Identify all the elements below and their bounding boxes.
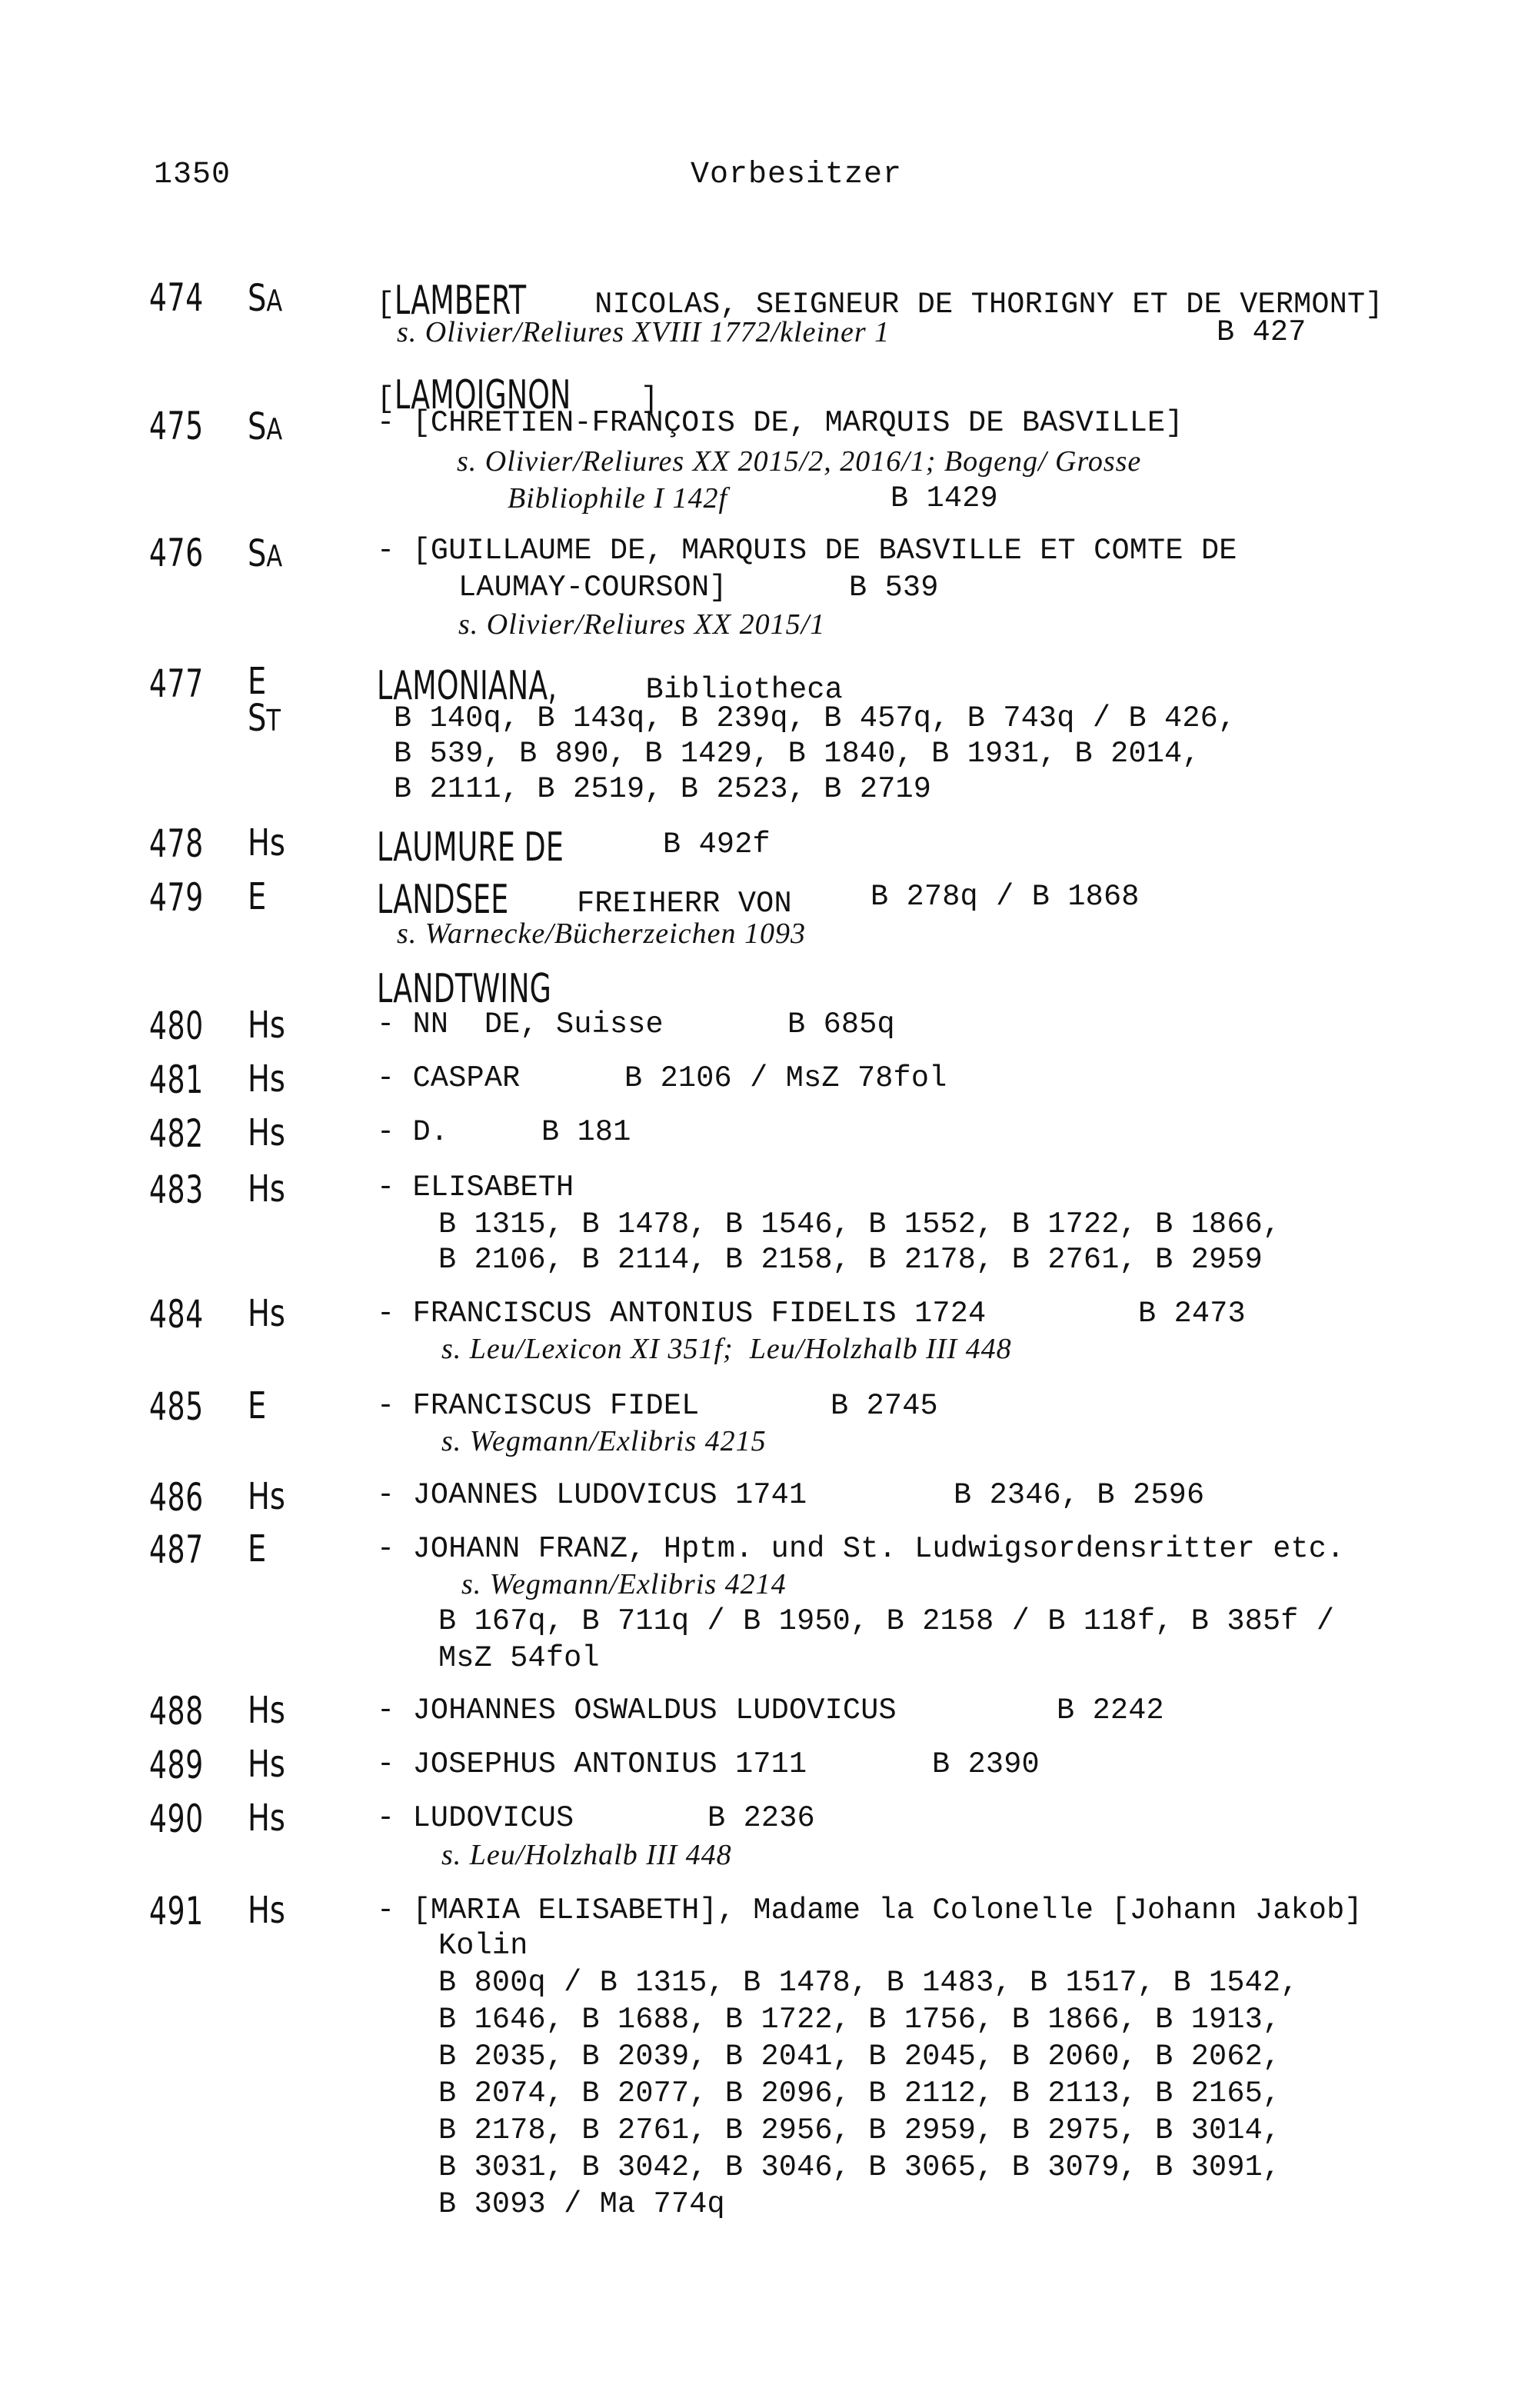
shelfmark: B 1429: [891, 481, 998, 515]
entry-number: 484: [149, 1292, 204, 1337]
entry-number: 482: [149, 1111, 204, 1156]
shelfmark: B 2346, B 2596: [954, 1478, 1205, 1512]
entry-text: - ELISABETH: [377, 1171, 574, 1204]
entry-code: Hs: [248, 1475, 285, 1518]
entry-number: 479: [149, 875, 204, 920]
literature-reference: s. Leu/Holzhalb III 448: [441, 1839, 732, 1871]
entry-number: 481: [149, 1057, 204, 1102]
owner-name: LAMONIANA,: [377, 663, 558, 709]
shelfmark-list: B 2111, B 2519, B 2523, B 2719: [394, 772, 932, 806]
shelfmark: B 685q: [787, 1007, 895, 1041]
shelfmark: B 2106 / MsZ 78fol: [624, 1061, 947, 1095]
literature-reference: s. Wegmann/Exlibris 4215: [441, 1425, 767, 1457]
literature-reference: s. Wegmann/Exlibris 4214: [461, 1568, 787, 1600]
entry-number: 491: [149, 1889, 204, 1933]
entry-code: Hs: [248, 1167, 285, 1211]
entry-text: - CASPAR: [377, 1061, 521, 1095]
entry-number: 476: [149, 531, 204, 575]
shelfmark-list: B 3093 / Ma 774q: [438, 2187, 725, 2221]
entry-number: 487: [149, 1527, 204, 1572]
entry-code: Hs: [248, 1743, 285, 1786]
shelfmark: B 427: [1217, 315, 1307, 349]
entry-code: Hs: [248, 1057, 285, 1101]
entry-code: Hs: [248, 821, 285, 864]
entry-code: Hs: [248, 1292, 285, 1335]
shelfmark: B 492f: [663, 828, 771, 861]
literature-reference: s. Olivier/Reliures XX 2015/1: [458, 608, 826, 641]
shelfmark-list: B 2035, B 2039, B 2041, B 2045, B 2060, B 2062,: [438, 2040, 1281, 2073]
shelfmark: B 2236: [707, 1801, 815, 1835]
family-heading: [LAMOIGNON ]: [377, 372, 659, 418]
entry-text: - NN DE, Suisse: [377, 1007, 664, 1041]
entry-code: ST: [248, 697, 281, 740]
page-number: 1350: [154, 158, 231, 192]
entry-number: 490: [149, 1797, 204, 1841]
entry-code: SA: [248, 532, 283, 575]
entry-code: Hs: [248, 1004, 285, 1047]
entry-text: - JOSEPHUS ANTONIUS 1711: [377, 1747, 807, 1781]
entry-number: 488: [149, 1689, 204, 1734]
entry-number: 486: [149, 1475, 204, 1520]
shelfmark-list: B 800q / B 1315, B 1478, B 1483, B 1517, B 1542,: [438, 1966, 1299, 2000]
literature-reference: s. Olivier/Reliures XX 2015/2, 2016/1; Bogeng/ Grosse: [457, 445, 1142, 478]
shelfmark: B 2745: [831, 1389, 938, 1423]
literature-reference: s. Leu/Lexicon XI 351f; Leu/Holzhalb III 448: [441, 1333, 1012, 1365]
entry-code: Hs: [248, 1889, 285, 1932]
shelfmark: B 539: [849, 571, 939, 604]
literature-reference: s. Warnecke/Bücherzeichen 1093: [397, 918, 806, 950]
entry-number: 475: [149, 404, 204, 448]
shelfmark-list: MsZ 54fol: [438, 1641, 600, 1675]
entry-text: - JOHANN FRANZ, Hptm. und St. Ludwigsordensritter etc.: [377, 1532, 1345, 1566]
entry-code: E: [248, 875, 267, 918]
entry-code: E: [248, 1527, 267, 1570]
shelfmark-list: B 1315, B 1478, B 1546, B 1552, B 1722, B 1866,: [438, 1207, 1281, 1241]
entry-number: 478: [149, 821, 204, 866]
shelfmark-list: B 3031, B 3042, B 3046, B 3065, B 3079, B 3091,: [438, 2150, 1281, 2184]
literature-reference: Bibliophile I 142f: [508, 482, 728, 515]
entry-heading: LANDSEE FREIHERR VON: [377, 877, 792, 923]
family-heading: LANDTWING: [377, 966, 551, 1012]
shelfmark-list: B 2178, B 2761, B 2956, B 2959, B 2975, B 3014,: [438, 2113, 1281, 2147]
entry-heading: [LAMBERT NICOLAS, SEIGNEUR DE THORIGNY ET DE VERMONT]: [377, 278, 1383, 324]
entry-text: - FRANCISCUS FIDEL: [377, 1389, 700, 1423]
entry-text: Kolin: [438, 1929, 528, 1963]
entry-code: E: [248, 660, 267, 703]
owner-name: LAUMURE DE: [377, 824, 564, 871]
entry-text: LAUMAY-COURSON]: [458, 571, 727, 604]
shelfmark-list: B 2106, B 2114, B 2158, B 2178, B 2761, B 2959: [438, 1243, 1263, 1277]
entry-text: - JOANNES LUDOVICUS 1741: [377, 1478, 807, 1512]
entry-number: 474: [149, 275, 204, 320]
entry-text: - JOHANNES OSWALDUS LUDOVICUS: [377, 1694, 897, 1727]
entry-number: 489: [149, 1743, 204, 1787]
shelfmark: B 181: [541, 1115, 631, 1149]
entry-text: - FRANCISCUS ANTONIUS FIDELIS 1724: [377, 1297, 987, 1331]
owner-name: LAMBERT: [394, 278, 527, 324]
entry-text: - LUDOVICUS: [377, 1801, 574, 1835]
shelfmark-list: B 2074, B 2077, B 2096, B 2112, B 2113, B 2165,: [438, 2077, 1281, 2110]
entry-code: Hs: [248, 1111, 285, 1154]
shelfmark-list: B 167q, B 711q / B 1950, B 2158 / B 118f, B 385f /: [438, 1604, 1335, 1638]
shelfmark: B 2473: [1138, 1297, 1246, 1331]
entry-number: 483: [149, 1167, 204, 1212]
shelfmark: B 278q / B 1868: [871, 880, 1140, 914]
entry-text: - D.: [377, 1115, 449, 1149]
entry-code: Hs: [248, 1689, 285, 1732]
literature-reference: s. Olivier/Reliures XVIII 1772/kleiner 1: [397, 316, 891, 348]
entry-text: - [MARIA ELISABETH], Madame la Colonelle [Johann Jakob]: [377, 1893, 1363, 1927]
entry-number: 480: [149, 1004, 204, 1048]
shelfmark-list: B 539, B 890, B 1429, B 1840, B 1931, B 2014,: [394, 737, 1200, 771]
shelfmark: B 2242: [1057, 1694, 1164, 1727]
shelfmark-list: B 140q, B 143q, B 239q, B 457q, B 743q / B 426,: [394, 701, 1237, 735]
entry-text: - [GUILLAUME DE, MARQUIS DE BASVILLE ET COMTE DE: [377, 534, 1237, 568]
entry-code: SA: [248, 405, 283, 448]
entry-heading: LAMONIANA, Bibliotheca: [377, 663, 843, 709]
entry-code: E: [248, 1384, 267, 1427]
entry-text: - [CHRETIEN-FRANÇOIS DE, MARQUIS DE BASVILLE]: [377, 406, 1183, 440]
shelfmark: B 2390: [932, 1747, 1040, 1781]
entry-code: SA: [248, 277, 283, 320]
entry-number: 477: [149, 661, 204, 706]
running-title: Vorbesitzer: [691, 158, 903, 192]
entry-code: Hs: [248, 1797, 285, 1840]
owner-name: LANDSEE: [377, 877, 509, 923]
shelfmark-list: B 1646, B 1688, B 1722, B 1756, B 1866, B 1913,: [438, 2003, 1281, 2037]
entry-number: 485: [149, 1384, 204, 1429]
entry-heading: [377, 824, 638, 871]
